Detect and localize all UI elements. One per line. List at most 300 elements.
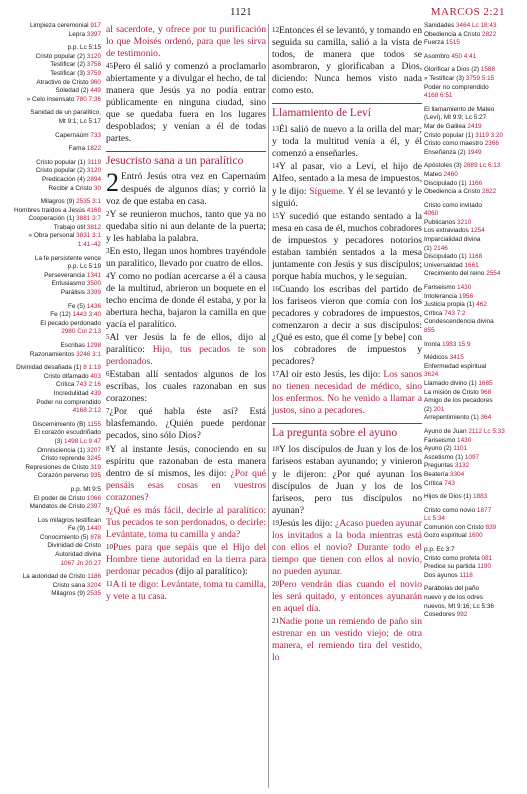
- reference-topic: Ayuno de Juan: [424, 427, 469, 435]
- reference-number: 3397: [86, 30, 101, 38]
- reference-topic: Fe (12): [50, 311, 73, 319]
- reference-number: 3399: [86, 289, 101, 297]
- reference-number: 2889 Lc 6:13: [463, 162, 501, 170]
- reference-number: 743 2:16: [76, 381, 101, 389]
- cross-reference: [424, 397, 525, 405]
- reference-number: 968: [480, 388, 492, 396]
- verse-45: [106, 60, 266, 145]
- reference-number: 2535 3:1: [76, 198, 101, 206]
- cross-reference: [2, 96, 101, 104]
- cross-reference: [424, 293, 525, 301]
- cross-reference: [2, 109, 101, 117]
- cross-reference: [424, 389, 525, 397]
- cross-reference: [2, 551, 101, 559]
- reference-number: 3120: [86, 52, 101, 60]
- verse-number: 18: [272, 445, 279, 454]
- reference-number: 319: [90, 463, 101, 471]
- cross-reference: [2, 447, 101, 455]
- cross-reference: [2, 118, 101, 126]
- reference-number: 2535: [86, 590, 101, 598]
- reference-number: 2397: [86, 503, 101, 511]
- verse-number: 10: [106, 542, 113, 551]
- reference-topic: Cristo popular (1): [36, 158, 88, 166]
- reference-number: 1190: [477, 563, 492, 571]
- cross-reference: [2, 70, 101, 78]
- reference-number: 2822: [481, 30, 497, 38]
- cross-reference: [424, 585, 525, 593]
- verse-8: [106, 443, 266, 504]
- reference-number: Lc 5:34: [424, 515, 445, 523]
- reference-number: 2554: [486, 270, 501, 278]
- reference-topic: Escribas: [60, 342, 87, 349]
- cross-reference: [424, 236, 525, 244]
- reference-number: 839: [485, 523, 497, 531]
- reference-topic: Predice su partida: [424, 563, 478, 571]
- verse-text: Y al instante Jesús, conociendo en su espíritu que razonaban de esta manera dentro de sí mismos, les dijo:: [106, 443, 266, 479]
- verse-text: Entonces él se levantó, y tomando en seguida su camilla, salió a la vista de todos, de manera que todos se asombraron, y glorificaban a Dios, diciendo: Nunca hemos visto nada como esto.: [272, 25, 422, 97]
- cross-reference: [424, 341, 525, 349]
- cross-reference: [424, 563, 525, 571]
- reference-topic: Conocimiento (5): [39, 533, 91, 541]
- text-column-left: [106, 24, 266, 603]
- cross-reference: [424, 227, 525, 235]
- reference-number: 3624: [424, 371, 439, 379]
- reference-topic: Incredulidad: [53, 389, 91, 397]
- reference-number: 2112 Lc 5:33: [468, 427, 505, 435]
- reference-number: 3758: [86, 61, 101, 69]
- reference-number: 1067 Jn 20:27: [60, 559, 101, 567]
- verse-text: En esto, llegan unos hombres trayéndole un paralítico, llevado por cuatro de ellos.: [106, 245, 266, 269]
- reference-topic: Intolerancia: [424, 292, 459, 300]
- verse-15: [272, 210, 422, 283]
- reference-topic: Apóstoles (3): [424, 162, 464, 170]
- reference-number: 1515: [445, 39, 460, 47]
- cross-reference: [424, 371, 525, 379]
- verse-number: 21: [272, 617, 279, 626]
- cross-reference: [424, 39, 525, 47]
- words-of-jesus: A ti te digo: Levántate, toma tu camilla, y vete a tu casa.: [106, 579, 266, 603]
- reference-number: 30: [93, 184, 101, 192]
- reference-topic: La autoridad de Cristo: [22, 573, 88, 581]
- reference-topic: Mar de Galilea: [424, 122, 468, 130]
- cross-reference: [2, 399, 101, 407]
- verse-3: [106, 245, 266, 270]
- reference-topic: p.p. Mt 9:5: [70, 485, 101, 493]
- cross-reference: [424, 555, 525, 563]
- reference-number: 1661: [464, 261, 479, 269]
- cross-reference: [2, 455, 101, 463]
- reference-topic: Parábolas del paño: [424, 585, 480, 593]
- reference-number: 960: [90, 78, 101, 86]
- reference-number: 1166: [468, 179, 483, 187]
- reference-topic: (1): [424, 244, 434, 252]
- reference-topic: Cristo como invitado: [424, 201, 482, 209]
- verse-6: [106, 368, 266, 405]
- reference-number: 1877: [476, 506, 492, 514]
- reference-topic: Asombro: [424, 52, 452, 60]
- reference-number: 1097: [464, 453, 480, 461]
- reference-number: 1883: [473, 493, 488, 501]
- cross-reference: [424, 462, 525, 470]
- cross-reference: [424, 318, 525, 326]
- cross-reference: [2, 364, 101, 372]
- reference-number: 3464 Lc 18:43: [455, 22, 497, 29]
- section-title-fasting: La pregunta sobre el ayuno: [272, 423, 422, 440]
- reference-topic: Discipulado (1): [424, 179, 469, 187]
- words-of-jesus: Pues para que sepáis que el Hijo del Hombre tiene autoridad en la tierra para perdonar pecados: [106, 541, 266, 577]
- verse-text: Y sucedió que estando sentado a la mesa en casa de él, muchos cobradores de impuestos y pecadores notorios estaban también sentados a la mesa juntamente con Jesús y sus discípulos; porque había muchos, y le seguían.: [272, 210, 422, 282]
- verse-number: 4: [106, 271, 110, 280]
- cross-reference: [2, 407, 101, 415]
- reference-topic: Fama: [68, 145, 87, 153]
- cross-reference: [424, 524, 525, 532]
- cross-reference: [2, 53, 101, 61]
- text-column-right: [272, 24, 422, 664]
- cross-reference: [424, 594, 525, 602]
- reference-topic: Mt 9:1; Lc 5:17: [58, 117, 101, 125]
- cross-reference: [424, 572, 525, 580]
- reference-topic: Obediencia a Cristo: [424, 188, 482, 196]
- reference-number: 743: [444, 479, 455, 487]
- reference-number: 1443 3:40: [72, 311, 101, 319]
- cross-reference: [2, 311, 101, 319]
- chapter-number: 2: [106, 168, 119, 198]
- reference-topic: Parálisis: [60, 289, 87, 297]
- reference-topic: Cristo popular (2): [35, 52, 87, 60]
- words-of-jesus: Hijo, tus pecados te son perdonados.: [106, 344, 266, 368]
- reference-topic: Arrepentimiento (1): [424, 414, 481, 422]
- reference-topic: Dos ayunos: [424, 571, 460, 579]
- verse-text: Entró Jesús otra vez en Capernaúm después de algunos días; y corrió la voz de que estaba en casa.: [106, 171, 266, 207]
- cross-reference: [2, 438, 101, 446]
- reference-topic: Cristo popular (2): [35, 167, 87, 175]
- cross-reference: [2, 373, 101, 381]
- cross-reference: [424, 454, 525, 462]
- cross-reference: [2, 421, 101, 429]
- reference-topic: Gozo espiritual: [424, 532, 469, 540]
- reference-topic: Fariseismo: [424, 436, 458, 444]
- reference-number: 3831 3:1: [76, 232, 101, 240]
- words-of-jesus: ¿Por qué pensáis esas cosas en vuestros corazones?: [106, 467, 266, 503]
- cross-reference: [2, 159, 101, 167]
- cross-reference: [424, 171, 525, 179]
- reference-topic: Ayuno (2): [424, 445, 454, 453]
- reference-topic: Ascetismo (1): [424, 453, 465, 461]
- cross-reference: [2, 351, 101, 359]
- cross-reference: [424, 262, 525, 270]
- reference-topic: Cristo sana: [52, 581, 87, 589]
- reference-number: 4168: [86, 206, 101, 214]
- reference-topic: Mandatos de Cristo: [29, 503, 87, 511]
- reference-number: 8 1:19: [83, 364, 101, 372]
- reference-number: 462: [476, 301, 487, 309]
- reference-number: 1066: [86, 494, 101, 502]
- reference-topic: Fuerza: [424, 39, 446, 47]
- reference-number: 1665: [478, 379, 493, 387]
- cross-reference: [424, 132, 525, 140]
- reference-topic: Fe (5): [67, 302, 87, 310]
- reference-topic: Cristo como maestro: [424, 140, 485, 148]
- reference-topic: » Obra personal: [28, 232, 77, 240]
- column-divider: [268, 24, 269, 788]
- reference-topic: Llamado divino (1): [424, 379, 479, 387]
- cross-reference: [424, 603, 525, 611]
- verse-2: [106, 208, 266, 245]
- reference-topic: Universalidad: [424, 261, 465, 269]
- verse-13: [272, 123, 422, 160]
- reference-number: 3246 3:1: [76, 350, 101, 358]
- reference-topic: (Leví), Mt 9:9; Lc 5:27: [424, 114, 487, 122]
- verse-number: 3: [106, 246, 110, 255]
- reference-number: 917: [90, 22, 101, 29]
- cross-reference: [2, 495, 101, 503]
- cross-reference: [424, 92, 525, 100]
- cross-reference: [2, 44, 101, 52]
- reference-topic: Justicia propia (1): [424, 301, 477, 309]
- reference-number: 2460: [443, 170, 458, 178]
- verse-text: ¿Por qué habla éste así? Está blasfemando. ¿Quién puede perdonar pecados, sino sólo Dios?: [106, 406, 266, 442]
- verse-2-1: [106, 168, 266, 207]
- cross-reference: [2, 328, 101, 336]
- reference-topic: Publicanos: [424, 218, 458, 226]
- reference-topic: » Celo insensato: [26, 95, 77, 103]
- cross-reference: [424, 611, 525, 619]
- reference-topic: Sanidad de un paralítico,: [30, 109, 101, 117]
- reference-number: 081: [481, 554, 493, 562]
- reference-topic: Cristo reprende: [40, 455, 87, 463]
- reference-topic: nuevos, Mt 9:16; Lc 5:36: [424, 602, 494, 610]
- verse-number: 5: [106, 333, 110, 342]
- reference-number: 439: [90, 389, 101, 397]
- cross-reference: [2, 207, 101, 215]
- reference-topic: Autoridad divina: [55, 551, 101, 559]
- cross-reference: [2, 390, 101, 398]
- words-of-jesus: Nadie pone un remiendo de paño sin estrenar en un vestido viejo; de otra manera, el remiendo tira del vestido, lo: [272, 616, 422, 664]
- reference-topic: p.p. Ec 3:7: [424, 546, 455, 554]
- right-margin-references: [424, 22, 525, 620]
- cross-reference: [2, 320, 101, 328]
- cross-reference: [424, 180, 525, 188]
- cross-reference: [424, 414, 525, 422]
- reference-number: 855: [424, 327, 435, 334]
- cross-reference: [424, 75, 525, 83]
- verse-text: Estaban allí sentados algunos de los escribas, los cuales razonaban en sus corazones:: [106, 369, 266, 405]
- cross-reference: [424, 546, 525, 554]
- verse-44: [106, 24, 266, 60]
- verse-number: 9: [106, 505, 110, 514]
- reference-topic: Crecimiento del reino: [424, 270, 487, 278]
- cross-reference: [2, 590, 101, 598]
- reference-number: 1430: [457, 436, 472, 444]
- verse-20: [272, 578, 422, 615]
- cross-reference: [2, 582, 101, 590]
- reference-topic: (2): [424, 405, 434, 413]
- cross-reference: [424, 253, 525, 261]
- reference-number: 1298: [86, 342, 101, 349]
- reference-topic: Beatería: [424, 470, 450, 478]
- verse-text: Jesús les dijo:: [279, 517, 335, 529]
- reference-number: 743 7:2: [444, 309, 466, 317]
- reference-number: 3304: [449, 470, 465, 478]
- reference-topic: El poder de Cristo: [33, 494, 87, 502]
- reference-number: 3881 3:7: [76, 215, 101, 223]
- cross-reference: [2, 517, 101, 525]
- cross-reference: [424, 66, 525, 74]
- verse-number: 20: [272, 579, 279, 588]
- reference-number: 1440: [86, 525, 101, 533]
- verse-number: 17: [272, 370, 279, 379]
- cross-reference: [2, 525, 101, 533]
- reference-topic: El pecado perdonado: [40, 319, 101, 327]
- reference-topic: Imparcialidad divina: [424, 236, 481, 244]
- reference-topic: Crítica: [424, 479, 445, 487]
- reference-topic: Cristo popular (1): [424, 131, 476, 139]
- reference-number: 3119 3:20: [475, 131, 504, 139]
- cross-reference: [424, 106, 525, 114]
- reference-topic: Cristo difamado: [43, 372, 91, 380]
- reference-topic: Capernaúm: [55, 131, 91, 139]
- cross-reference: [2, 429, 101, 437]
- verse-number: 15: [272, 211, 279, 220]
- cross-reference: [2, 303, 101, 311]
- reference-number: 935: [90, 472, 101, 480]
- cross-reference: [2, 79, 101, 87]
- verse-14: [272, 160, 422, 209]
- reference-topic: Entusiasmo: [51, 280, 87, 288]
- words-of-jesus: ¿Qué es más fácil, decirle al paralítico: Tus pecados te son perdonados, o decirle: Levántate, toma tu camilla y anda?: [106, 504, 266, 540]
- cross-reference: [424, 515, 525, 523]
- verse-text: Al ver Jesús la fe de ellos, dijo al paralítico:: [106, 332, 266, 356]
- reference-number: 3207: [86, 446, 101, 454]
- reference-topic: Soledad (2): [55, 87, 91, 95]
- reference-topic: Hijos de Dios (1): [424, 493, 474, 501]
- cross-reference: [2, 573, 101, 581]
- reference-number: 1254: [470, 227, 485, 235]
- reference-topic: Cosedores: [424, 611, 457, 619]
- cross-reference: [2, 232, 101, 240]
- words-of-jesus: Los sanos no tienen necesidad de médico, sino los enfermos. No he venido a llamar a justos, sino a pecadores.: [272, 369, 423, 417]
- reference-topic: Sanidades: [424, 22, 456, 29]
- cross-reference: [2, 224, 101, 232]
- reference-topic: Razonamientos: [29, 350, 77, 358]
- reference-topic: Condescendencia divina: [424, 318, 494, 326]
- reference-number: 1118: [459, 571, 473, 579]
- reference-number: 1101: [453, 445, 468, 453]
- reference-topic: Hombres traídos a Jesús: [13, 206, 87, 214]
- cross-reference: [424, 270, 525, 278]
- reference-number: 878: [90, 533, 101, 541]
- verse-text: Cuando los escribas del partido de los fariseos vieron que comía con los pecadores y cobradores de impuestos, comenzaron a decir a sus discípulos: ¿Qué es esto, que él come [y bebe] con los cobradores de impuestos y pecadores?: [272, 283, 422, 368]
- reference-topic: Fariseismo: [424, 284, 458, 292]
- cross-reference: [424, 507, 525, 515]
- reference-number: 3119: [87, 158, 101, 166]
- reference-number: 3759 5:15: [465, 74, 495, 82]
- reference-topic: p.p. Lc 5:15: [67, 44, 101, 52]
- cross-reference: [2, 87, 101, 95]
- reference-number: 3759: [86, 69, 101, 77]
- verse-4: [106, 270, 266, 331]
- cross-reference: [2, 534, 101, 542]
- cross-reference: [424, 245, 525, 253]
- verse-number: 45: [106, 62, 113, 71]
- cross-reference: [424, 354, 525, 362]
- reference-number: 1430: [457, 284, 472, 292]
- reference-number: 1588: [480, 66, 496, 74]
- reference-topic: Ironía: [424, 340, 443, 348]
- reference-number: 1155: [87, 420, 101, 428]
- reference-topic: nuevo y de los odres: [424, 594, 483, 602]
- verse-number: 16: [272, 284, 279, 293]
- cross-reference: [2, 289, 101, 297]
- cross-reference: [424, 31, 525, 39]
- page-header: [0, 6, 527, 20]
- reference-topic: Predicación (4): [42, 175, 87, 183]
- reference-number: 449: [90, 87, 101, 95]
- words-of-jesus: ¿Acaso pueden ayunar los invitados a la boda mientras está con ellos el novio? Durante todo el tiempo que tienen con ellos al novio, no pueden ayunar.: [272, 517, 423, 577]
- cross-reference: [424, 493, 525, 501]
- cross-reference: [2, 542, 101, 550]
- cross-reference: [2, 145, 101, 153]
- verse-number: 6: [106, 370, 110, 379]
- cross-reference: [424, 22, 525, 30]
- cross-reference: [2, 464, 101, 472]
- verse-text: Y los discípulos de Juan y los de los fariseos estaban ayunando; y vinieron y le dijeron: ¿Por qué ayunan los discípulos de Juan y los de los fariseos, pero tus discípulos no ayunan?: [272, 444, 422, 516]
- cross-reference: [424, 480, 525, 488]
- cross-reference: [424, 301, 525, 309]
- verse-text: Y al pasar, vio a Leví, el hijo de Alfeo, sentado a la mesa de impuestos, y le dijo:: [272, 161, 422, 197]
- reference-number: 3500: [86, 280, 101, 288]
- words-of-jesus: Sígueme.: [309, 185, 346, 197]
- reference-number: 1436: [86, 302, 101, 310]
- reference-topic: Glorificar a Dios (2): [424, 66, 481, 74]
- reference-number: 4060: [424, 210, 439, 218]
- reference-number: 3120: [86, 167, 101, 175]
- reference-topic: Testificar (3): [50, 69, 87, 77]
- cross-reference: [2, 22, 101, 30]
- verse-44-text: al sacerdote, y ofrece por tu purificación lo que Moisés ordenó, para que les sirva de testimonio.: [106, 24, 266, 60]
- reference-topic: Mateo: [424, 170, 444, 178]
- cross-reference: [2, 503, 101, 511]
- reference-number: 2419: [467, 122, 482, 130]
- verse-text: Y como no podían acercarse a él a causa de la multitud, abrieron un boquete en el techo encima de donde él estaba, y por la abertura hecha, bajaron la camilla en que yacía el paralítico.: [106, 270, 266, 331]
- reference-topic: Preguntas: [424, 462, 455, 470]
- reference-topic: La fe persistente vence: [34, 254, 101, 262]
- verse-11: [106, 578, 266, 603]
- cross-reference: [2, 215, 101, 223]
- cross-reference: [424, 188, 525, 196]
- reference-number: 3210: [457, 218, 472, 226]
- reference-number: 1983 15:9: [442, 340, 471, 348]
- verse-number: 13: [272, 125, 279, 134]
- reference-topic: Milagros (9): [51, 590, 87, 598]
- reference-topic: Obediencia a Cristo: [424, 30, 482, 38]
- reference-number: 2822: [481, 188, 497, 196]
- verse-17: [272, 368, 422, 417]
- reference-number: 3415: [449, 354, 464, 362]
- verse-21: [272, 615, 422, 664]
- reference-number: 364: [480, 414, 492, 422]
- cross-reference: [424, 53, 525, 61]
- reference-topic: Represiones de Cristo: [25, 463, 91, 471]
- verse-18: [272, 443, 422, 516]
- reference-topic: Cooperación (1): [28, 215, 77, 223]
- cross-reference: [424, 284, 525, 292]
- cross-reference: [424, 327, 525, 335]
- cross-reference: [2, 486, 101, 494]
- reference-topic: Médicos: [424, 354, 450, 362]
- cross-reference: [2, 132, 101, 140]
- cross-reference: [424, 140, 525, 148]
